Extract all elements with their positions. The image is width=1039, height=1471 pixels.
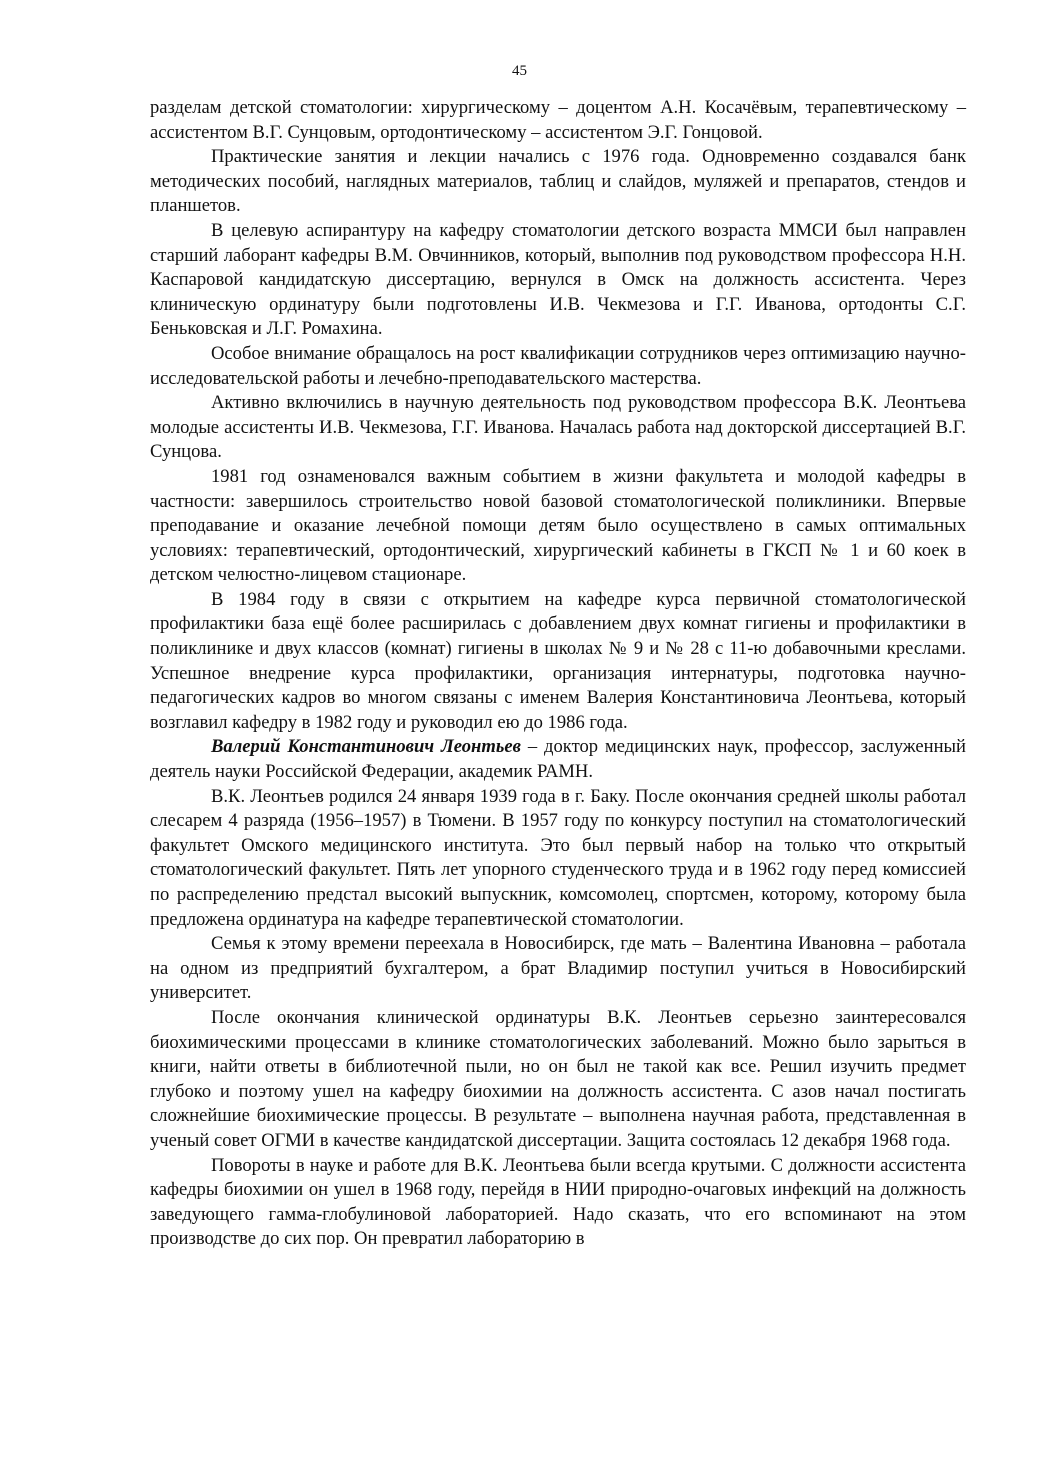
paragraph: Практические занятия и лекции начались с 1976 года. Одновременно создавался банк методических пособий, наглядных материалов, таблиц и слайдов, муляжей и препаратов, стендов и планшетов. [150, 146, 966, 217]
paragraph: Особое внимание обращалось на рост квалификации сотрудников через оптимизацию научно-исследовательской работы и лечебно-преподавательского мастерства. [150, 342, 966, 389]
paragraph: В целевую аспирантуру на кафедру стоматологии детского возраста ММСИ был направлен старший лаборант кафедры В.М. Овчинников, который, выполнив под руководством профессора Н.Н. Каспаровой кандидатскую диссертацию, вернулся в Омск на должность ассистента. Через клиническую ординатуру были подготовлены И.В. Чекмезова и Г.Г. Иванова, ортодонты С.Г. Беньковская и Л.Г. Ромахина. [150, 219, 966, 340]
person-description: – доктор медицинских наук, профессор, заслуженный деятель науки Российской Федерации, академик РАМН. [150, 736, 966, 783]
paragraph: В.К. Леонтьев родился 24 января 1939 года в г. Баку. После окончания средней школы работал слесарем 4 разряда (1956–1957) в Тюмени. В 1957 году по конкурсу поступил на стоматологический факультет Омского медицинского института. Это был первый набор на только что открытый стоматологический факультет. Пять лет упорного студенческого труда и в 1962 году перед комиссией по распределению предстал высокий выпускник, комсомолец, спортсмен, которому, которому была предложена ординатура на кафедре терапевтической стоматологии. [150, 785, 966, 930]
paragraph: Семья к этому времени переехала в Новосибирск, где мать – Валентина Ивановна – работала на одном из предприятий бухгалтером, а брат Владимир поступил учиться в Новосибирский университет. [150, 933, 966, 1004]
paragraph: 1981 год ознаменовался важным событием в жизни факультета и молодой кафедры в частности: завершилось строительство новой базовой стоматологической поликлиники. Впервые преподавание и оказание лечебной помощи детям было осуществлено в самых оптимальных условиях: терапевтический, ортодонтический, хирургический кабинеты в ГКСП № 1 и 60 коек в детском челюстно-лицевом стационаре. [150, 465, 966, 586]
paragraph: Повороты в науке и работе для В.К. Леонтьева были всегда крутыми. С должности ассистента кафедры биохимии он ушел в 1968 году, перейдя в НИИ природно-очаговых инфекций на должность заведующего гамма-глобулиновой лабораторией. Надо сказать, что его вспоминают на этом производстве до сих пор. Он превратил лабораторию в [150, 1154, 966, 1250]
paragraph: В 1984 году в связи с открытием на кафедре курса первичной стоматологической профилактики база ещё более расширилась с добавлением двух комнат гигиены и профилактики в поликлинике и двух классов (комнат) гигиены в школах № 9 и № 28 с 11-ю добавочными креслами. Успешное внедрение курса профилактики, организация интернатуры, подготовка научно-педагогических кадров во многом связаны с именем Валерия Константиновича Леонтьева, который возглавил кафедру в 1982 году и руководил ею до 1986 года. [150, 588, 966, 733]
paragraph: После окончания клинической ординатуры В.К. Леонтьев серьезно заинтересовался биохимическими процессами в клинике стоматологических заболеваний. Можно было зарыться в книги, найти ответы в библиотечной пыли, но он был не такой как все. Решил изучить предмет глубоко и поэтому ушел на кафедру биохимии на должность ассистента. С азов начал постигать сложнейшие биохимические процессы. В результате – выполнена научная работа, представленная в ученый совет ОГМИ в качестве кандидатской диссертации. Защита состоялась 12 декабря 1968 года. [150, 1006, 966, 1151]
paragraph: Активно включились в научную деятельность под руководством профессора В.К. Леонтьева молодые ассистенты И.В. Чекмезова, Г.Г. Иванова. Началась работа над докторской диссертацией В.Г. Сунцова. [150, 392, 966, 463]
person-name: Валерий Константинович Леонтьев [211, 736, 521, 758]
paragraph: разделам детской стоматологии: хирургическому – доцентом А.Н. Косачёвым, терапевтическому – ассистентом В.Г. Сунцовым, ортодонтическому – ассистентом Э.Г. Гонцовой. [150, 97, 966, 143]
paragraph-biography-intro [150, 735, 966, 784]
page-number: 45 [512, 63, 527, 79]
document-body [150, 96, 966, 1252]
